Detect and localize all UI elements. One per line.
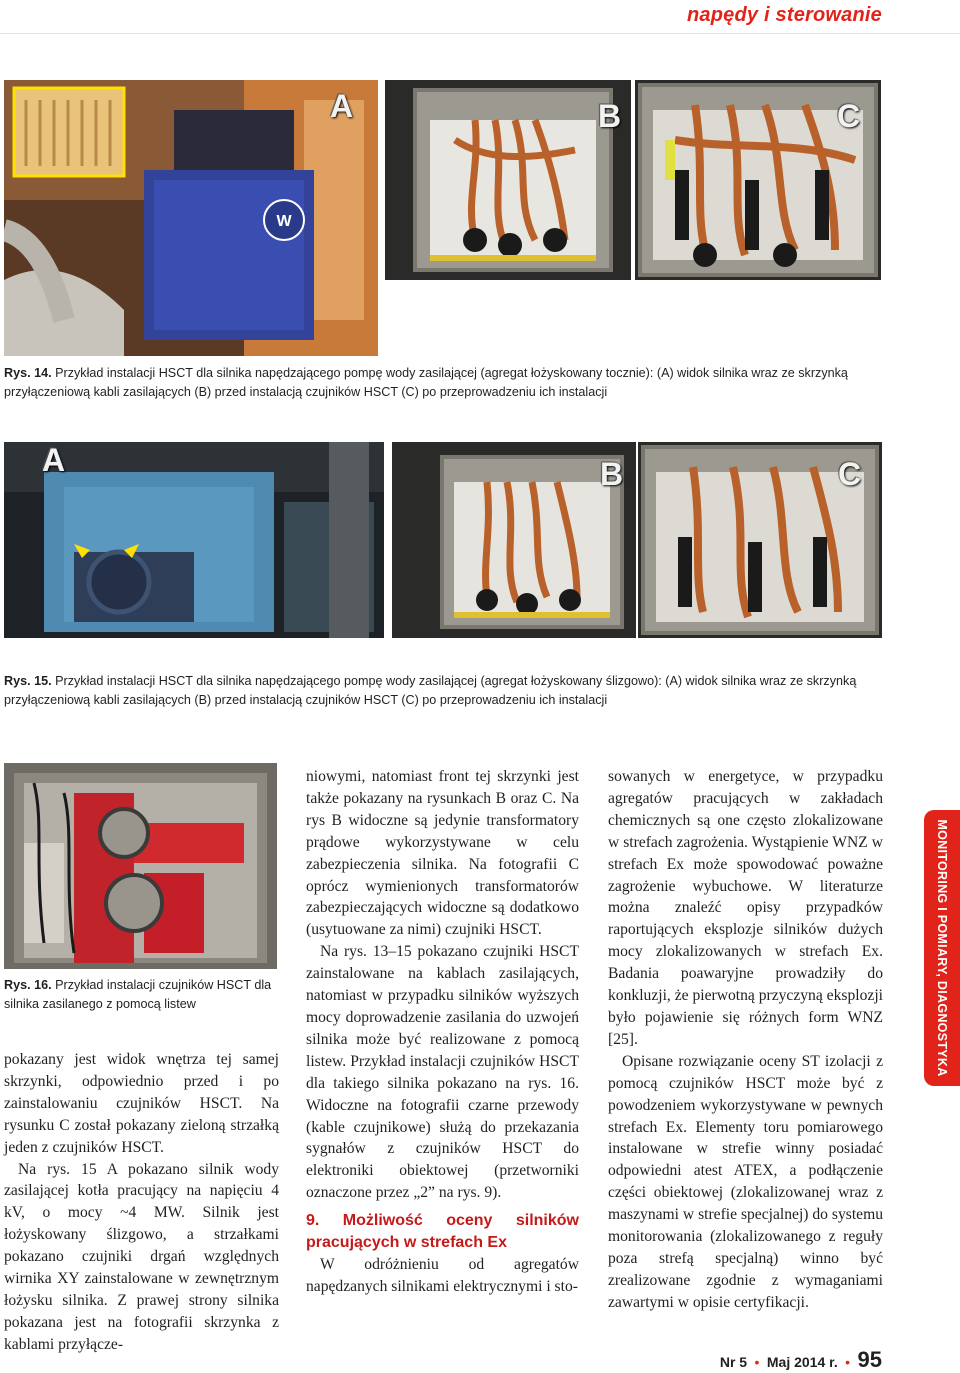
fig15-label-b: B [600,456,624,492]
col2-paragraph-1: niowymi, natomiast front tej skrzynki jest także pokazany na rysunkach B oraz C. Na rys B widoczne są jedynie transformatory prądowe wykorzystywane w celu zabezpieczenia silnika. Na fotografii C oprócz wymienionych transformatorów zabezpieczających widoczne są dodatkowo (usytuowane za nimi) czujniki HSCT. [306,768,579,939]
col1-paragraph-2: Na rys. 15 A pokazano silnik wody zasilającej kotła pracujący na napięciu 4 kV, o mocy ~4 MW. Silnik jest łożyskowany ślizgowo, a strzałkami pokazano czujniki drgań względnych wirnika XY zainstalowane w zewnętrznym łożysku silnika. Z prawej strony silnika pokazana jest na fotografii skrzynka z kablami przyłącze- [4,1160,279,1353]
section-side-tab [924,810,960,1086]
fig16-caption-text: Przykład instalacji czujników HSCT dla silnika zasilanego z pomocą listew [4,978,272,1011]
fig16-caption-num: Rys. 16. [4,978,52,992]
fig14-caption-num: Rys. 14. [4,366,52,380]
col2-paragraph-3: W odróżnieniu od agregatów napędzanych silnikami elektrycznymi i sto- [306,1255,579,1295]
col3-paragraph-1: sowanych w energetyce, w przypadku agregatów pracujących w zakładach chemicznych są one często zlokalizowane w strefach zagrożenia. Wystąpienie WNZ w strefach Ex może spowodować poważne zagrożenie wybuchowe. W literaturze można znaleźć opisy przypadków raportujących eksplozje silników dużych mocy zlokalizowanych w strefach Ex. Badania poawaryjne prowadziły do konkluzji, że pierwotną przyczyną eksplozji było pojawienie się różnych form WNZ [25]. [608,768,883,1048]
fig15-label-c: C [838,456,862,492]
col1-paragraph-1: pokazany jest widok wnętrza tej samej skrzynki, odpowiednio przed i po zainstalowaniu czujników HSCT. Na rysunku C został pokazany zieloną strzałką jeden z czujników HSCT. [4,1051,279,1156]
fig14-caption-text: Przykład instalacji HSCT dla silnika napędzającego pompę wody zasilającej (agregat łożyskowany tocznie): (A) widok silnika wraz ze skrzynką przyłączeniową kabli zasilających (B) przed instalacją czujników HSCT (C) po przeprowadzeniu ich instalacji [4,366,848,399]
fig16-caption [4,976,272,1014]
fig15-photo-b [392,442,636,638]
header-rule [0,33,960,34]
svg-text:W: W [276,213,292,230]
fig14-photo-b [385,80,631,280]
fig14-label-b: B [598,98,622,134]
fig15-caption [4,672,904,710]
section-9-heading: 9. Możliwość oceny silników pracujących w strefach Ex [306,1212,579,1252]
fig14-photo-c [635,80,881,280]
fig14-label-c: C [837,98,861,134]
col2-paragraph-2: Na rys. 13–15 pokazano czujniki HSCT zainstalowane na kablach zasilających, natomiast w przypadku silników wyższych mocy doprowadzenie zasilania do uzwojeń silnika może być realizowane z pomocą listew. Przykład instalacji czujników HSCT dla takiego silnika pokazano na rys. 16. Widoczne na fotografii czarne przewody (kable czujnikowe) służą do przekazania sygnałów z czujników HSCT do elektroniki obiektowej (przetworniki oznaczone przez „2” na rys. 9). [306,943,579,1202]
fig15-caption-text: Przykład instalacji HSCT dla silnika napędzającego pompę wody zasilającej (agregat łożyskowany ślizgowo): (A) widok silnika wraz ze skrzynką przyłączeniową kabli zasilających (B) przed instalacją czujników HSCT (C) po przeprowadzeniu ich instalacji [4,674,857,707]
fig16-photo [4,763,277,969]
fig14-label-a: A [330,88,354,124]
text-column-2 [306,766,579,1298]
side-tab-label: MONITORING I POMIARY, DIAGNOSTYKA [935,819,949,1077]
text-column-1 [4,1049,279,1356]
page-header [0,0,960,34]
fig15-photo-c [638,442,882,638]
fig14-photo-a [4,80,378,356]
fig15-photo-a [4,442,384,638]
footer-dot-2: • [845,1354,851,1370]
col3-paragraph-2: Opisane rozwiązanie oceny ST izolacji z pomocą czujników HSCT może być z powodzeniem wykorzystywane w pewnych strefach Ex. Elementy toru pomiarowego instalowane w strefie winny posiadać odpowiedni atest ATEX, a podłączenie części obiektowej (zlokalizowanej wraz z maszynami w strefie specjalnej) do systemu monitorowania (zlokalizowanego z reguły poza strefą specjalną) winno być zrealizowane zgodnie z wymaganiami zawartymi w opisie certyfikacji. [608,1052,883,1311]
page-number: 95 [857,1347,882,1372]
page-footer [720,1347,882,1373]
fig15-caption-num: Rys. 15. [4,674,52,688]
footer-dot-1: • [754,1354,760,1370]
section-title: napędy i sterowanie [687,4,882,26]
text-column-3 [608,766,883,1314]
footer-issue: Nr 5 [719,1354,748,1370]
footer-date: Maj 2014 r. [766,1354,838,1370]
fig15-label-a: A [42,442,66,478]
fig14-caption [4,364,904,402]
